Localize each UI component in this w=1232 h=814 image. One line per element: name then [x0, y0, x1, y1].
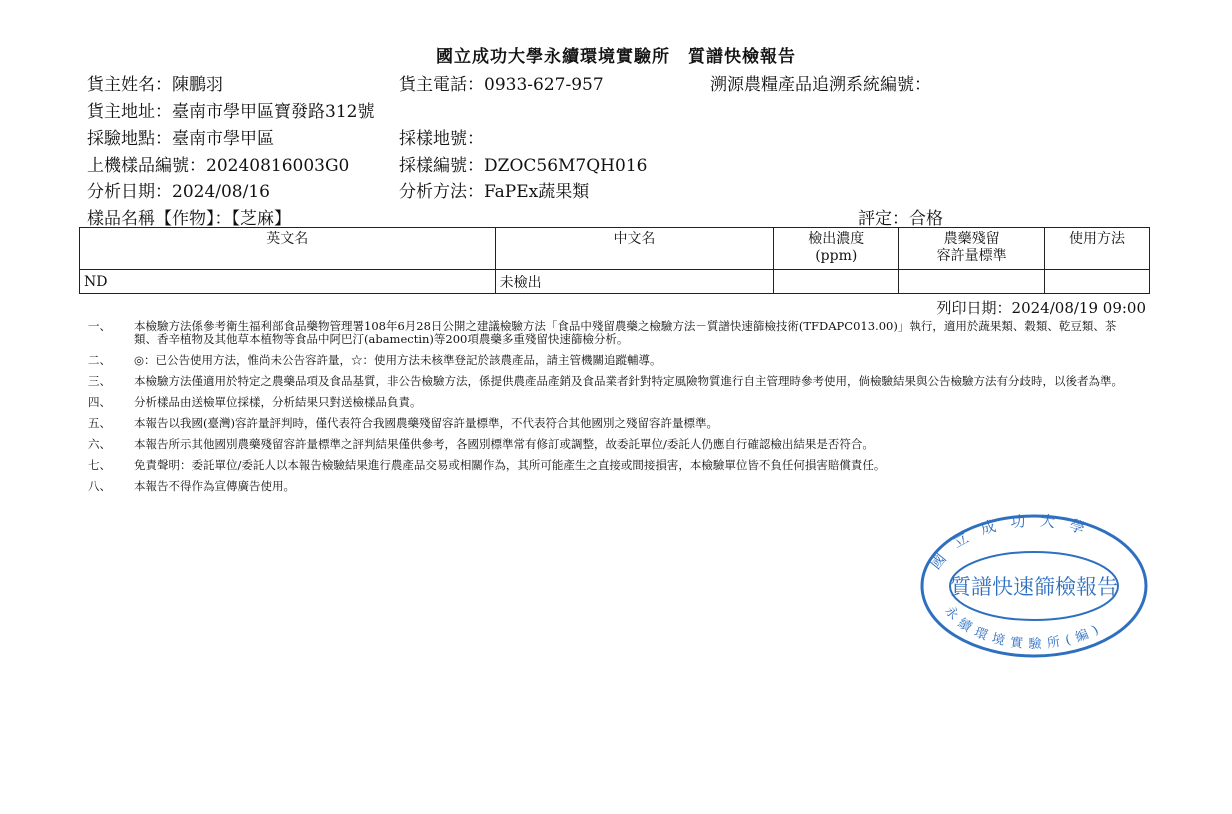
- note-text: 本檢驗方法僅適用於特定之農藥品項及食品基質，非公告檢驗方法，係提供農產品產銷及食品業者針對特定風險物質進行自主管理時參考使用，倘檢驗結果與公告檢驗方法有分歧時，以後者為準。: [134, 374, 1123, 388]
- header-usage-method: 使用方法: [1045, 228, 1150, 270]
- header-english-name: 英文名: [80, 228, 496, 270]
- note-item: [88, 480, 1138, 493]
- machine-sample-id: 上機樣品編號：20240816003G0: [87, 156, 350, 176]
- analysis-date: 分析日期：2024/08/16: [87, 182, 270, 202]
- cell-chinese-name: 未檢出: [495, 270, 774, 294]
- header-chinese-name: 中文名: [495, 228, 774, 270]
- sampling-location: 採驗地點：臺南市學甲區: [87, 129, 274, 149]
- verdict: 評定：合格: [858, 209, 943, 229]
- note-number: 六、: [88, 437, 111, 451]
- table-header-row: [80, 228, 1150, 270]
- sample-name: 樣品名稱【作物】：【芝麻】: [87, 209, 291, 229]
- note-number: 四、: [88, 395, 111, 409]
- note-number: 三、: [88, 374, 111, 388]
- report-title: 國立成功大學永續環境實驗所 質譜快檢報告: [436, 47, 796, 67]
- analysis-method: 分析方法：FaPEx蔬果類: [399, 182, 590, 202]
- header-residue-line2: 容許量標準: [936, 248, 1007, 264]
- header-residue-limit: [899, 228, 1045, 270]
- note-item: [88, 459, 1138, 472]
- sampling-id: 採樣編號：DZOC56M7QH016: [399, 156, 648, 176]
- note-item: [88, 438, 1138, 451]
- note-number: 五、: [88, 416, 111, 430]
- note-number: 七、: [88, 458, 111, 472]
- report-seal-stamp: [918, 512, 1150, 660]
- note-text: 本報告所示其他國別農藥殘留容許量標準之評判結果僅供參考，各國別標準常有修訂或調整，故委託單位/委託人仍應自行確認檢出結果是否符合。: [134, 437, 874, 451]
- header-concentration-label: 檢出濃度: [808, 231, 865, 247]
- owner-phone: 貨主電話：0933-627-957: [399, 75, 604, 95]
- note-text: 本報告不得作為宣傳廣告使用。: [134, 479, 295, 493]
- cell-english-name: ND: [80, 270, 496, 294]
- note-item: [88, 417, 1138, 430]
- note-number: 八、: [88, 479, 111, 493]
- sampling-lot: 採樣地號：: [399, 129, 484, 149]
- seal-center-text: 質譜快速篩檢報告: [950, 575, 1118, 599]
- header-concentration-unit: (ppm): [815, 248, 858, 264]
- cell-residue-limit: [899, 270, 1045, 294]
- note-text: 免責聲明：委託單位/委託人以本報告檢驗結果進行農產品交易或相關作為，其所可能產生之直接或間接損害，本檢驗單位皆不負任何損害賠償責任。: [134, 458, 886, 472]
- notes-list: [88, 320, 1138, 501]
- header-detected-concentration: [774, 228, 899, 270]
- seal-top-text: 國立成功大學: [926, 512, 1101, 573]
- note-item: [88, 375, 1138, 388]
- header-residue-line1: 農藥殘留: [943, 231, 1000, 247]
- note-number: 一、: [88, 319, 111, 333]
- note-text: 本報告以我國(臺灣)容許量評判時，僅代表符合我國農藥殘留容許量標準，不代表符合其他國別之殘留容許量標準。: [134, 416, 718, 430]
- note-text: 分析樣品由送檢單位採樣，分析結果只對送檢樣品負責。: [134, 395, 422, 409]
- note-item: [88, 320, 1138, 346]
- note-number: 二、: [88, 353, 111, 367]
- table-row: [80, 270, 1150, 294]
- note-text: 本檢驗方法係參考衛生福利部食品藥物管理署108年6月28日公開之建議檢驗方法「食品中殘留農藥之檢驗方法－質譜快速篩檢技術(TFDAPC013.00)」執行，適用於蔬果類、穀類、乾豆類、茶類、香辛植物及其他草本植物等食品中阿巴汀(abamectin)等200項農藥多重殘留快速篩檢分析。: [134, 319, 1117, 346]
- note-item: [88, 354, 1138, 367]
- owner-address: 貨主地址：臺南市學甲區寶發路312號: [87, 102, 375, 122]
- note-item: [88, 396, 1138, 409]
- print-date: 列印日期：2024/08/19 09:00: [936, 299, 1146, 317]
- results-table: [79, 227, 1150, 294]
- owner-name: 貨主姓名：陳鵬羽: [87, 75, 223, 95]
- note-text: ◎：已公告使用方法，惟尚未公告容許量，☆：使用方法未核準登記於該農產品，請主管機關追蹤輔導。: [134, 353, 662, 367]
- cell-concentration: [774, 270, 899, 294]
- cell-usage-method: [1045, 270, 1150, 294]
- trace-number: 溯源農糧產品追溯系統編號：: [710, 75, 931, 95]
- seal-bottom-text: 永續環境實驗所(編): [941, 603, 1107, 653]
